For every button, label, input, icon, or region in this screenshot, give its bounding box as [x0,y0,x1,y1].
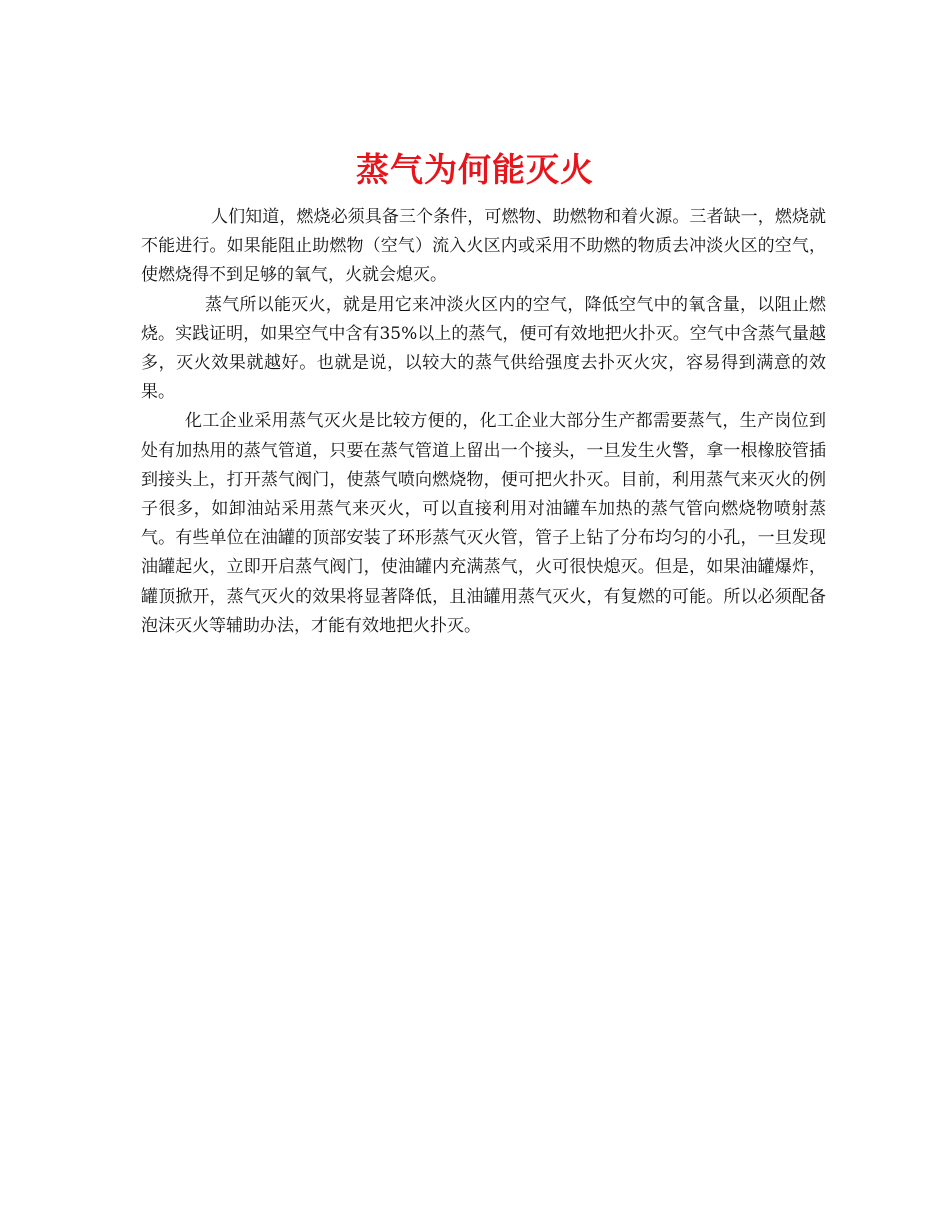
paragraph-3: 化工企业采用蒸气灭火是比较方便的，化工企业大部分生产都需要蒸气，生产岗位到处有加热用的蒸气管道，只要在蒸气管道上留出一个接头，一旦发生火警，拿一根橡胶管插到接头上，打开蒸气阀门，使蒸气喷向燃烧物，便可把火扑灭。目前，利用蒸气来灭火的例子很多，如卸油站采用蒸气来灭火，可以直接利用对油罐车加热的蒸气管向燃烧物喷射蒸气。有些单位在油罐的顶部安装了环形蒸气灭火管，管子上钻了分布均匀的小孔，一旦发现油罐起火，立即开启蒸气阀门，使油罐内充满蒸气，火可很快熄灭。但是，如果油罐爆炸，罐顶掀开，蒸气灭火的效果将显著降低，且油罐用蒸气灭火，有复燃的可能。所以必须配备泡沫灭火等辅助办法，才能有效地把火扑灭。 [141,411,826,636]
paragraph-1: 人们知道，燃烧必须具备三个条件，可燃物、助燃物和着火源。三者缺一，燃烧就不能进行。如果能阻止助燃物（空气）流入火区内或采用不助燃的物质去冲淡火区的空气，使燃烧得不到足够的氧气，火就会熄灭。 [141,207,826,286]
document-body [141,203,826,641]
paragraph-2: 蒸气所以能灭火，就是用它来冲淡火区内的空气，降低空气中的氧含量，以阻止燃烧。实践证明，如果空气中含有35%以上的蒸气，便可有效地把火扑灭。空气中含蒸气量越多，灭火效果就越好。也就是说，以较大的蒸气供给强度去扑灭火灾，容易得到满意的效果。 [141,294,826,403]
page-title: 蒸气为何能灭火 [356,150,594,190]
